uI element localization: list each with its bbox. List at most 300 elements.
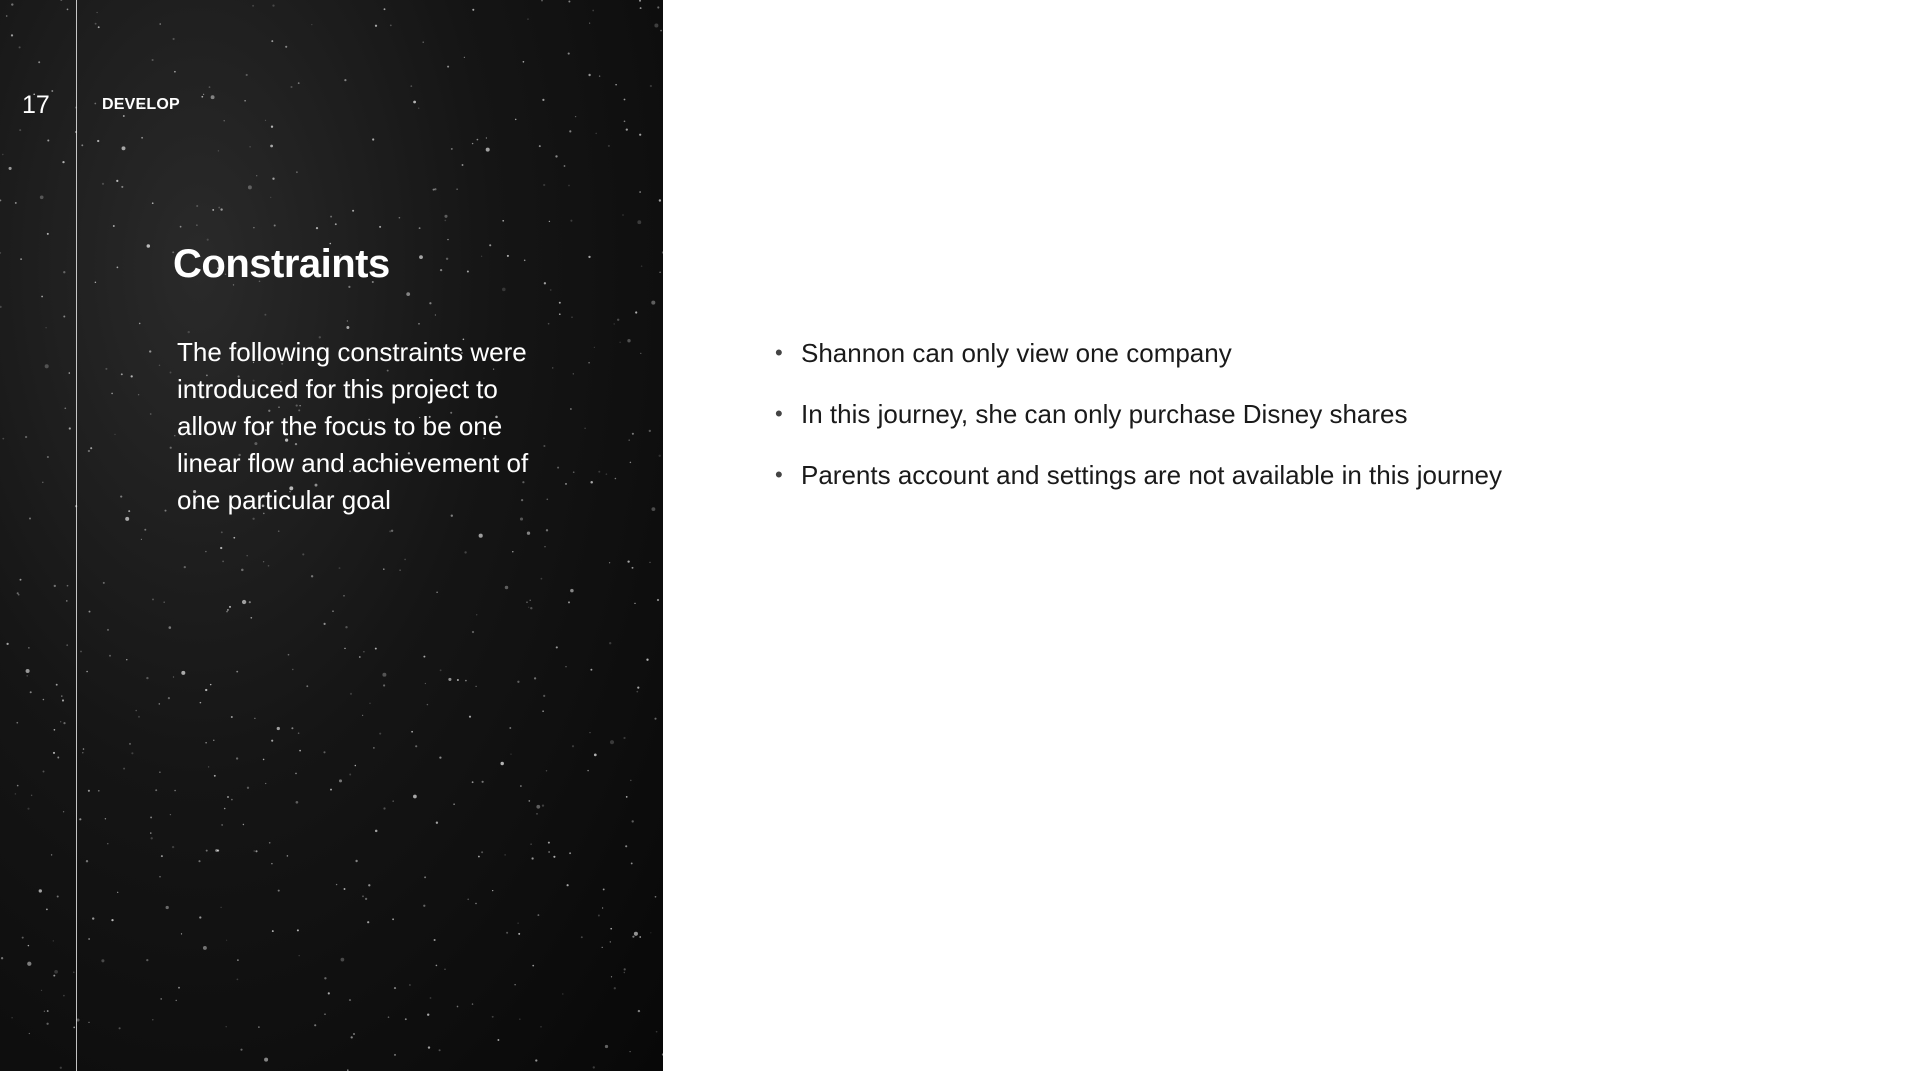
speckle — [630, 780, 632, 782]
speckle — [152, 598, 154, 600]
speckle — [475, 686, 476, 687]
speckle — [25, 436, 27, 438]
speckle — [229, 606, 231, 608]
speckle — [451, 148, 453, 150]
speckle — [63, 316, 65, 318]
speckle — [227, 609, 229, 611]
speckle — [96, 12, 97, 13]
speckle — [98, 790, 100, 792]
speckle — [430, 997, 432, 999]
speckle — [391, 530, 393, 532]
speckle — [599, 75, 600, 76]
speckle — [288, 654, 290, 656]
speckle — [147, 244, 151, 248]
speckle — [588, 362, 590, 364]
speckle — [355, 860, 357, 862]
speckle — [546, 770, 547, 771]
speckle — [246, 555, 248, 557]
speckle — [150, 816, 152, 818]
speckle — [17, 592, 19, 594]
speckle — [46, 909, 48, 911]
speckle — [526, 602, 527, 603]
speckle — [639, 191, 641, 193]
speckle — [541, 578, 543, 580]
speckle — [346, 326, 349, 329]
speckle — [324, 1014, 325, 1015]
speckle — [478, 856, 480, 858]
speckle — [565, 483, 567, 485]
speckle — [207, 239, 209, 241]
speckle — [224, 808, 226, 810]
speckle — [639, 134, 641, 136]
speckle — [256, 175, 257, 176]
speckle — [590, 481, 593, 484]
speckle — [159, 365, 160, 366]
speckle — [392, 800, 394, 802]
speckle — [311, 575, 313, 577]
speckle — [43, 771, 45, 773]
speckle — [589, 732, 590, 733]
speckle — [569, 130, 571, 132]
speckle — [302, 553, 304, 555]
speckle — [502, 220, 504, 222]
speckle — [424, 876, 426, 878]
constraint-text: Shannon can only view one company — [801, 338, 1232, 368]
speckle — [174, 71, 176, 73]
speckle — [464, 57, 465, 58]
speckle — [11, 34, 13, 36]
speckle — [372, 138, 374, 140]
speckle — [631, 862, 633, 864]
speckle — [363, 651, 364, 652]
speckle — [405, 1018, 407, 1020]
speckle — [53, 940, 54, 941]
speckle — [467, 270, 469, 272]
speckle — [509, 727, 511, 729]
speckle — [457, 679, 459, 681]
speckle — [173, 38, 175, 40]
speckle — [615, 478, 617, 480]
speckle — [61, 695, 62, 696]
speckle — [141, 137, 143, 139]
speckle — [564, 165, 566, 167]
speckle — [411, 731, 413, 733]
speckle — [16, 722, 18, 724]
speckle — [299, 750, 301, 752]
slide-title: Constraints — [173, 242, 390, 286]
speckle — [390, 24, 392, 26]
speckle — [95, 282, 96, 283]
speckle — [546, 529, 548, 531]
speckle — [222, 561, 224, 563]
speckle — [636, 691, 638, 693]
speckle — [40, 195, 44, 199]
speckle — [291, 727, 293, 729]
speckle — [274, 224, 276, 226]
speckle — [120, 496, 122, 498]
speckle — [149, 350, 151, 352]
speckle — [542, 804, 544, 806]
speckle — [347, 320, 348, 321]
speckle — [121, 373, 123, 375]
speckle — [215, 849, 218, 852]
speckle — [352, 210, 354, 212]
speckle — [11, 1017, 12, 1018]
speckle — [199, 916, 201, 918]
speckle — [481, 256, 482, 257]
speckle — [60, 1067, 62, 1069]
speckle — [264, 1058, 268, 1062]
speckle — [170, 372, 172, 374]
speckle — [88, 790, 90, 792]
speckle — [614, 323, 615, 324]
speckle — [339, 779, 342, 782]
speckle — [330, 216, 332, 218]
speckle — [271, 126, 273, 128]
speckle — [292, 669, 293, 670]
speckle — [529, 600, 530, 601]
speckle — [205, 742, 206, 743]
speckle — [172, 846, 174, 848]
speckle — [436, 822, 438, 824]
speckle — [252, 5, 254, 7]
speckle — [657, 6, 659, 8]
speckle — [565, 666, 566, 667]
speckle — [624, 99, 626, 101]
speckle — [654, 24, 658, 28]
speckle — [151, 837, 153, 839]
speckle — [51, 90, 53, 92]
speckle — [152, 59, 154, 61]
speckle — [196, 205, 198, 207]
speckle — [121, 186, 123, 188]
speckle — [394, 987, 396, 989]
speckle — [165, 510, 167, 512]
speckle — [29, 517, 31, 519]
speckle — [428, 1046, 430, 1048]
speckle — [88, 1022, 89, 1023]
speckle — [111, 919, 113, 921]
speckle — [69, 427, 71, 429]
speckle — [213, 740, 214, 741]
speckle — [444, 969, 446, 971]
speckle — [375, 25, 377, 27]
speckle — [69, 372, 71, 374]
speckle — [427, 704, 428, 705]
speckle — [639, 936, 641, 938]
intro-paragraph: The following constraints were introduced for this project to allow for the focus to be one linear flow and achievement of one particular goal — [177, 337, 529, 515]
speckle — [571, 316, 572, 317]
speckle — [418, 107, 419, 108]
speckle — [44, 1011, 45, 1012]
speckle — [394, 1054, 396, 1056]
speckle — [66, 600, 68, 602]
speckle — [472, 9, 474, 11]
speckle — [188, 331, 190, 333]
speckle — [86, 860, 88, 862]
speckle — [15, 793, 17, 795]
speckle — [89, 611, 91, 613]
speckle — [105, 818, 106, 819]
page-number: 17 — [22, 91, 50, 119]
speckle — [174, 790, 176, 792]
speckle — [270, 145, 273, 148]
speckle — [62, 699, 64, 701]
speckle — [47, 139, 49, 141]
speckle — [350, 693, 352, 695]
speckle — [379, 733, 381, 735]
speckle — [176, 1000, 177, 1001]
speckle — [2, 438, 4, 440]
speckle — [253, 227, 255, 229]
speckle — [650, 932, 651, 933]
speckle — [349, 999, 351, 1001]
speckle — [88, 938, 90, 940]
speckle — [66, 644, 68, 646]
speckle — [81, 144, 83, 146]
speckle — [54, 970, 58, 974]
speckle — [63, 271, 65, 273]
speckle — [544, 546, 545, 547]
speckle — [610, 928, 612, 930]
speckle — [626, 796, 628, 798]
speckle — [492, 890, 493, 891]
speckle — [242, 600, 246, 604]
speckle — [634, 932, 638, 936]
speckle — [389, 530, 391, 532]
speckle — [535, 1059, 537, 1061]
speckle — [527, 18, 529, 20]
speckle — [492, 1016, 494, 1018]
speckle — [640, 353, 641, 354]
speckle — [220, 907, 221, 908]
speckle — [562, 993, 563, 994]
speckle — [627, 560, 629, 562]
speckle — [506, 932, 508, 934]
section-label: DEVELOP — [102, 96, 180, 113]
speckle — [19, 46, 21, 48]
speckle — [233, 537, 235, 539]
speckle — [556, 646, 558, 648]
speckle — [497, 1039, 499, 1041]
speckle — [632, 936, 634, 938]
speckle — [205, 551, 206, 552]
speckle — [570, 589, 574, 593]
speckle — [594, 754, 597, 757]
speckle — [28, 647, 29, 648]
speckle — [439, 1049, 441, 1051]
speckle — [527, 532, 530, 535]
speckle — [367, 921, 369, 923]
speckle — [271, 863, 273, 865]
speckle — [534, 677, 536, 679]
speckle — [296, 801, 299, 804]
speckle — [655, 896, 657, 898]
speckle — [47, 233, 49, 235]
speckle — [515, 119, 517, 121]
speckle — [264, 314, 266, 316]
speckle — [203, 94, 204, 95]
speckle — [210, 684, 211, 685]
speckle — [446, 258, 448, 260]
speckle — [218, 207, 220, 209]
speckle — [314, 1024, 316, 1026]
speckle — [399, 569, 400, 570]
speckle — [15, 202, 17, 204]
speckle — [602, 947, 603, 948]
speckle — [83, 748, 85, 750]
speckle — [146, 677, 148, 679]
speckle — [159, 23, 161, 25]
speckle — [404, 559, 406, 561]
speckle — [457, 1006, 459, 1008]
speckle — [236, 671, 238, 673]
speckle — [523, 61, 525, 63]
speckle — [553, 856, 555, 858]
speckle — [268, 565, 270, 567]
speckle — [436, 965, 438, 967]
speckle — [111, 393, 113, 395]
speckle — [11, 3, 13, 5]
speckle — [221, 531, 223, 533]
speckle — [530, 607, 532, 609]
constraint-text: Parents account and settings are not available in this journey — [801, 460, 1502, 490]
speckle — [567, 884, 569, 886]
speckle — [209, 86, 211, 88]
speckle — [475, 903, 476, 904]
speckle — [56, 684, 58, 686]
speckle — [382, 673, 386, 677]
speckle — [440, 669, 442, 671]
speckle — [270, 197, 271, 198]
speckle — [623, 737, 625, 739]
speckle — [632, 820, 634, 822]
speckle — [223, 120, 224, 121]
speckle — [628, 439, 630, 441]
speckle — [46, 1023, 48, 1025]
speckle — [359, 656, 361, 658]
speckle — [504, 854, 505, 855]
speckle — [341, 958, 345, 962]
speckle — [324, 623, 326, 625]
speckle — [512, 551, 513, 552]
speckle — [559, 302, 561, 304]
speckle — [429, 302, 431, 304]
speckle — [605, 1045, 608, 1048]
speckle — [536, 813, 537, 814]
speckle — [144, 529, 146, 531]
speckle — [236, 757, 238, 759]
speckle — [373, 747, 375, 749]
speckle — [632, 433, 634, 435]
speckle — [590, 669, 592, 671]
speckle — [537, 914, 539, 916]
speckle — [489, 244, 491, 246]
speckle — [324, 977, 326, 979]
speckle — [594, 347, 595, 348]
speckle — [472, 1003, 473, 1004]
speckle — [92, 917, 94, 919]
speckle — [549, 221, 550, 222]
speckle — [344, 888, 346, 890]
speckle — [244, 100, 246, 102]
speckle — [510, 753, 511, 754]
speckle — [271, 740, 273, 742]
speckle — [444, 220, 446, 222]
speckle — [614, 987, 616, 989]
speckle — [595, 133, 597, 135]
speckle — [344, 79, 346, 81]
speckle — [630, 462, 632, 464]
speckle — [79, 818, 81, 820]
speckle — [181, 933, 182, 934]
speckle — [53, 752, 55, 754]
speckle — [651, 301, 655, 305]
speckle — [617, 319, 619, 321]
speckle — [419, 255, 423, 259]
speckle — [248, 185, 252, 189]
speckle — [388, 1016, 390, 1018]
speckle — [573, 471, 575, 473]
speckle — [160, 998, 162, 1000]
speckle — [159, 876, 161, 878]
speckle — [107, 629, 109, 631]
speckle — [296, 171, 298, 173]
speckle — [226, 611, 228, 613]
speckle — [486, 137, 487, 138]
speckle — [220, 547, 222, 549]
speckle — [297, 929, 299, 931]
speckle — [114, 434, 115, 435]
speckle — [351, 1036, 353, 1038]
speckle — [587, 770, 588, 771]
speckle — [444, 215, 447, 218]
speckle — [568, 601, 570, 603]
list-item — [775, 335, 1502, 371]
speckle — [659, 271, 661, 273]
speckle — [138, 716, 140, 718]
bullet-icon: • — [775, 401, 783, 426]
speckle — [29, 1033, 30, 1034]
speckle — [41, 296, 43, 298]
speckle — [6, 15, 8, 17]
speckle — [369, 703, 370, 704]
speckle — [82, 752, 83, 753]
speckle — [399, 217, 401, 219]
speckle — [97, 140, 99, 142]
speckle — [53, 975, 55, 977]
speckle — [6, 643, 8, 645]
vertical-divider — [76, 0, 77, 1071]
speckle — [543, 695, 545, 697]
speckle — [57, 895, 59, 897]
speckle — [593, 1066, 595, 1068]
speckle — [481, 851, 483, 853]
speckle — [536, 805, 540, 809]
speckle — [109, 655, 111, 657]
speckle — [88, 450, 90, 452]
speckle — [221, 824, 222, 825]
speckle — [200, 702, 202, 704]
speckle — [298, 82, 300, 84]
speckle — [272, 178, 274, 180]
speckle — [181, 671, 185, 675]
speckle — [660, 30, 662, 32]
speckle — [439, 756, 441, 758]
speckle — [649, 562, 650, 563]
speckle — [298, 732, 300, 734]
speckle — [20, 258, 22, 260]
